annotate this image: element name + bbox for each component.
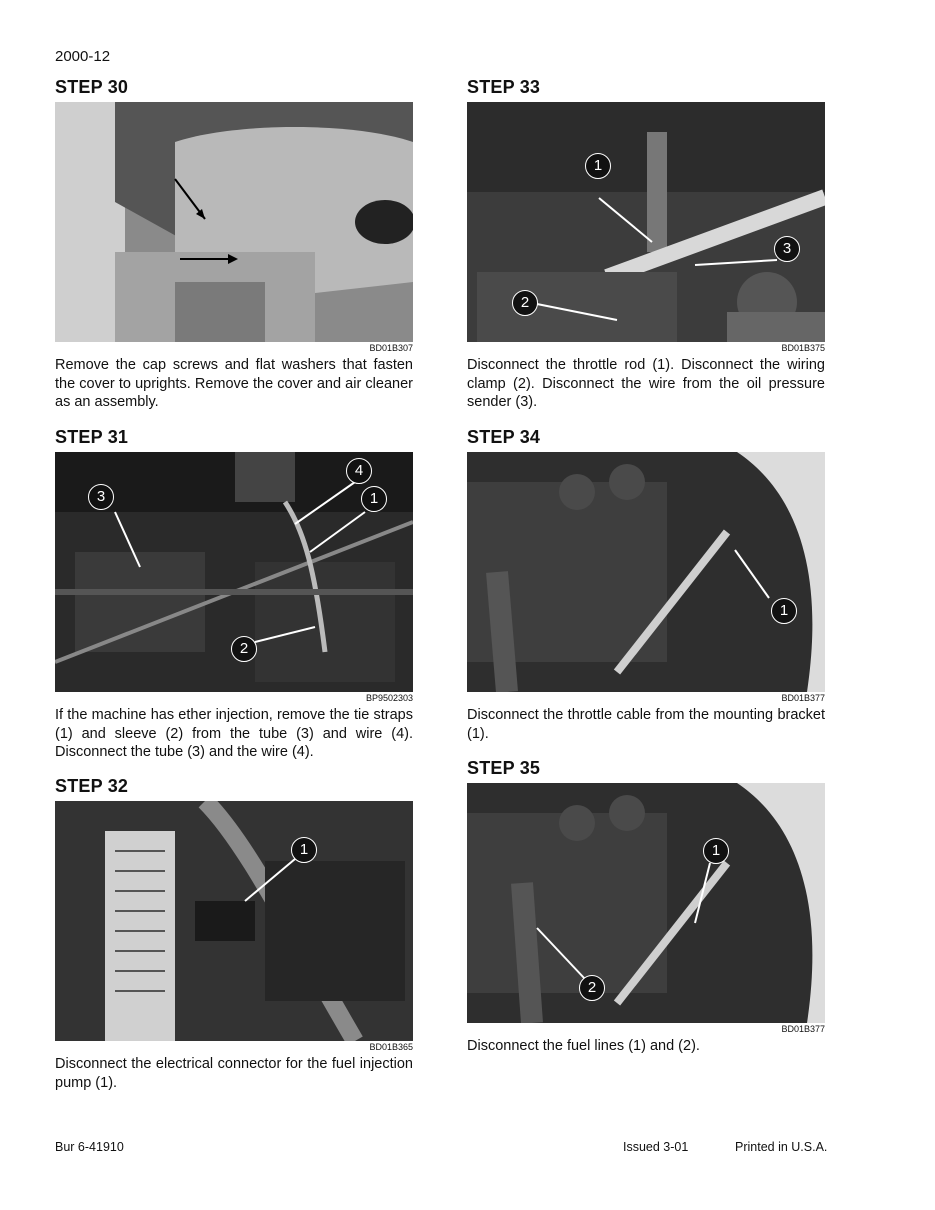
photo-id: BD01B365 <box>369 1042 413 1052</box>
step-description: Remove the cap screws and flat washers that fasten the cover to uprights. Remove the cover and air cleaner as an assembly. <box>55 357 413 410</box>
step-30 <box>55 77 413 412</box>
callout-3: 3 <box>774 236 800 262</box>
step-31 <box>55 427 413 762</box>
step-title: STEP 30 <box>55 77 129 97</box>
callout-1: 1 <box>291 837 317 863</box>
step-title: STEP 31 <box>55 427 129 447</box>
step-description: If the machine has ether injection, remove the tie straps (1) and sleeve (2) from the tube (3) and wire (4). Disconnect the tube (3) and the wire (4). <box>55 707 413 760</box>
step-description: Disconnect the electrical connector for the fuel injection pump (1). <box>55 1056 413 1091</box>
step-title: STEP 35 <box>467 758 541 778</box>
step-photo <box>467 102 825 342</box>
callout-4: 4 <box>346 458 372 484</box>
step-photo <box>55 102 413 342</box>
photo-id: BP9502303 <box>365 693 413 703</box>
step-photo <box>467 452 825 692</box>
step-34 <box>467 427 825 743</box>
fuel-lines-photo <box>467 783 825 1023</box>
step-photo <box>55 801 413 1041</box>
callout-2: 2 <box>579 975 605 1001</box>
footer-printed: Printed in U.S.A. <box>735 1140 828 1154</box>
injection-pump-photo <box>55 801 413 1041</box>
callout-1: 1 <box>703 838 729 864</box>
engine-cover-photo <box>55 102 413 342</box>
step-35 <box>467 758 825 1056</box>
callout-1: 1 <box>361 486 387 512</box>
callout-2: 2 <box>231 636 257 662</box>
step-description: Disconnect the throttle cable from the mounting bracket (1). <box>467 707 825 742</box>
footer-issued: Issued 3-01 <box>623 1140 689 1154</box>
footer-doc-id: Bur 6-41910 <box>55 1140 124 1154</box>
callout-1: 1 <box>771 598 797 624</box>
step-photo <box>55 452 413 692</box>
photo-id: BD01B377 <box>781 1024 825 1034</box>
step-description: Disconnect the throttle rod (1). Disconnect the wiring clamp (2). Disconnect the wire from the oil pressure sender (3). <box>467 357 825 410</box>
photo-id: BD01B307 <box>369 343 413 353</box>
callout-1: 1 <box>585 153 611 179</box>
step-title: STEP 32 <box>55 776 129 796</box>
step-32 <box>55 776 413 1092</box>
step-title: STEP 33 <box>467 77 541 97</box>
page-number: 2000-12 <box>55 48 111 65</box>
callout-3: 3 <box>88 484 114 510</box>
step-title: STEP 34 <box>467 427 541 447</box>
photo-id: BD01B375 <box>781 343 825 353</box>
step-33 <box>467 77 825 412</box>
step-description: Disconnect the fuel lines (1) and (2). <box>467 1038 700 1054</box>
throttle-cable-photo <box>467 452 825 692</box>
photo-id: BD01B377 <box>781 693 825 703</box>
callout-2: 2 <box>512 290 538 316</box>
step-photo <box>467 783 825 1023</box>
